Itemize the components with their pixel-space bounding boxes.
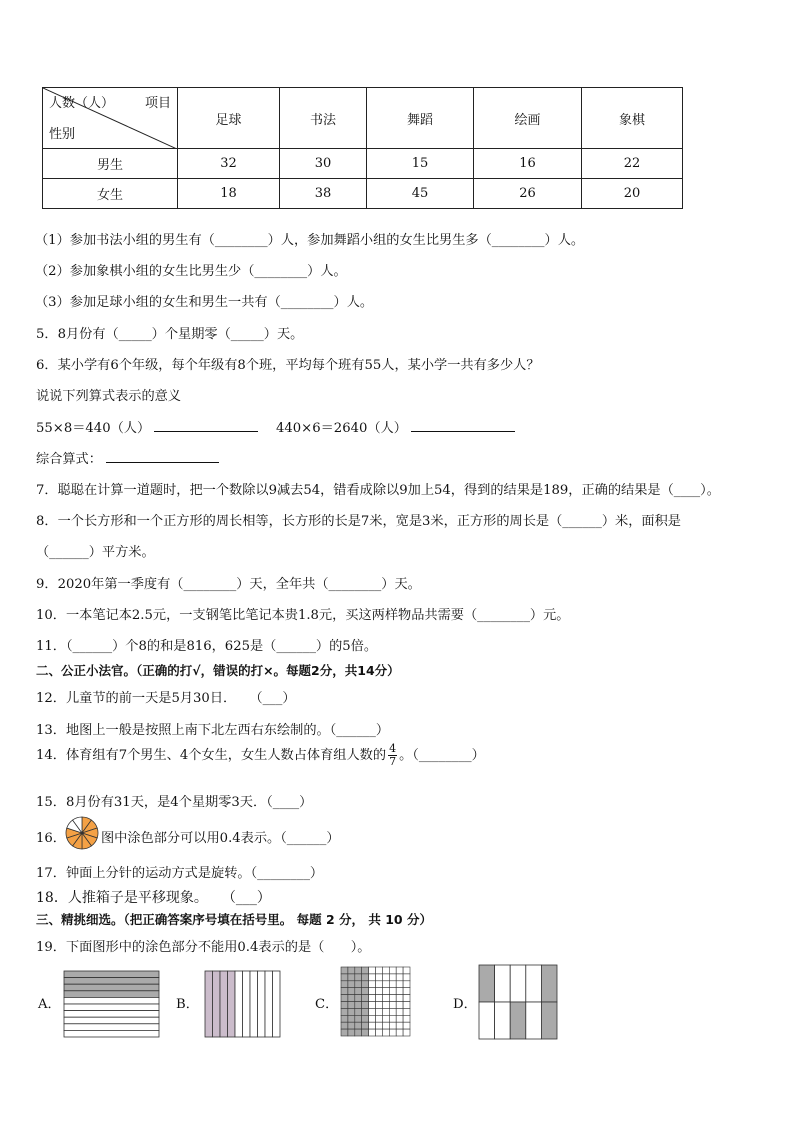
strip xyxy=(64,1030,159,1037)
corner-label-count: 人数（人） xyxy=(49,96,115,111)
grid-cell xyxy=(376,995,383,1002)
grid-cell xyxy=(341,1022,348,1029)
fraction-denominator: 7 xyxy=(389,755,397,768)
grid-cell xyxy=(376,1008,383,1015)
grid-cell xyxy=(369,1022,376,1029)
section-2-heading: 二、公正小法官。（正确的打√，错误的打×。每题2分，共14分） xyxy=(36,663,400,678)
grid-cell xyxy=(376,1015,383,1022)
strip xyxy=(220,971,228,1037)
option-d-label: D． xyxy=(453,997,477,1012)
strip xyxy=(250,971,258,1037)
table-cell: 18 xyxy=(178,179,280,209)
grid-cell xyxy=(389,1015,396,1022)
grid-cell xyxy=(362,995,369,1002)
table-corner-header xyxy=(43,88,178,149)
grid-cell xyxy=(362,988,369,995)
grid-cell xyxy=(355,1022,362,1029)
grid-cell xyxy=(348,1029,355,1036)
question-16-number: 16． xyxy=(36,831,66,846)
table-cell: 38 xyxy=(280,179,367,209)
grid-cell xyxy=(348,967,355,974)
grid-cell xyxy=(369,1008,376,1015)
grid-cell xyxy=(403,981,410,988)
grid-cell xyxy=(382,1015,389,1022)
grid-cell xyxy=(362,974,369,981)
grid-cell xyxy=(341,988,348,995)
grid-cell xyxy=(396,1008,403,1015)
grid-cell xyxy=(389,1002,396,1009)
strip xyxy=(64,971,159,978)
grid-cell xyxy=(362,1002,369,1009)
question-18: 18．人推箱子是平移现象。 （___） xyxy=(36,890,271,906)
grid-cell xyxy=(382,1002,389,1009)
question-6-equation-2 xyxy=(276,417,515,436)
grid-cell xyxy=(369,1002,376,1009)
question-14 xyxy=(36,743,485,768)
grid-cell xyxy=(389,1029,396,1036)
grid-cell xyxy=(348,1022,355,1029)
grid-cell xyxy=(355,974,362,981)
grid-cell xyxy=(403,1015,410,1022)
corner-label-gender: 性别 xyxy=(49,127,76,142)
pie-circle-figure xyxy=(64,815,100,851)
strip xyxy=(64,997,159,1004)
strip xyxy=(258,971,266,1037)
grid-cell xyxy=(362,1022,369,1029)
grid-cell xyxy=(403,1002,410,1009)
grid-cell xyxy=(341,1002,348,1009)
option-a-figure[interactable] xyxy=(63,970,160,1038)
strip xyxy=(64,984,159,991)
grid-cell xyxy=(382,1008,389,1015)
fraction xyxy=(388,743,397,768)
row-label: 女生 xyxy=(43,179,178,209)
grid-cell xyxy=(341,974,348,981)
strip xyxy=(205,971,213,1037)
strip xyxy=(213,971,221,1037)
table-cell: 22 xyxy=(582,149,683,179)
grid-cell xyxy=(541,1002,557,1039)
grid-cell xyxy=(348,974,355,981)
row-label: 男生 xyxy=(43,149,178,179)
strip xyxy=(235,971,243,1037)
table-cell: 45 xyxy=(367,179,474,209)
grid-cell xyxy=(389,988,396,995)
grid-cell xyxy=(526,1002,542,1039)
option-b-figure[interactable] xyxy=(204,970,281,1038)
grid-cell xyxy=(362,981,369,988)
grid-cell xyxy=(403,1029,410,1036)
option-b-label: B． xyxy=(176,997,199,1012)
question-14-text: 14．体育组有7个男生、4个女生，女生人数占体育组人数的 xyxy=(36,748,387,763)
grid-cell xyxy=(396,1002,403,1009)
strip xyxy=(64,1017,159,1024)
grid-cell xyxy=(403,1022,410,1029)
option-a-label: A． xyxy=(38,997,61,1012)
strip xyxy=(228,971,236,1037)
question-16-text: 图中涂色部分可以用0.4表示。（______） xyxy=(101,831,340,846)
question-8-line-1: 8．一个长方形和一个正方形的周长相等，长方形的长是7米，宽是3米，正方形的周长是（______）米，面积是 xyxy=(36,514,681,529)
grid-cell xyxy=(369,974,376,981)
grid-cell xyxy=(355,995,362,1002)
grid-cell xyxy=(362,1015,369,1022)
section-3-heading: 三、精挑细选。（把正确答案序号填在括号里。 每题 2 分， 共 10 分） xyxy=(36,912,432,927)
table-cell: 30 xyxy=(280,149,367,179)
grid-cell xyxy=(369,981,376,988)
grid-cell xyxy=(369,988,376,995)
table-row xyxy=(43,149,683,179)
grid-cell xyxy=(479,1002,495,1039)
grid-cell xyxy=(369,1029,376,1036)
question-19: 19．下面图形中的涂色部分不能用0.4表示的是（ ）。 xyxy=(36,940,371,955)
grid-cell xyxy=(362,1008,369,1015)
combined-label: 综合算式： xyxy=(36,452,102,467)
table-row xyxy=(43,179,683,209)
strip xyxy=(64,1011,159,1018)
grid-cell xyxy=(396,981,403,988)
grid-cell xyxy=(348,988,355,995)
answer-blank[interactable] xyxy=(411,419,515,432)
grid-cell xyxy=(376,1022,383,1029)
grid-cell xyxy=(341,995,348,1002)
grid-cell xyxy=(389,1008,396,1015)
grid-cell xyxy=(510,1002,526,1039)
grid-cell xyxy=(389,1022,396,1029)
equation-2-text: 440×6＝2640（人） xyxy=(276,421,407,436)
grid-cell xyxy=(355,1015,362,1022)
grid-cell xyxy=(382,967,389,974)
table-cell: 26 xyxy=(474,179,582,209)
question-5: 5．8月份有（_____）个星期零（_____）天。 xyxy=(36,327,304,342)
fraction-numerator: 4 xyxy=(389,742,397,755)
strip xyxy=(243,971,251,1037)
grid-cell xyxy=(376,974,383,981)
option-c-figure[interactable] xyxy=(340,966,411,1037)
strip xyxy=(64,991,159,998)
answer-blank[interactable] xyxy=(106,450,219,463)
grid-cell xyxy=(541,965,557,1002)
grid-cell xyxy=(396,995,403,1002)
question-6-equation-1 xyxy=(36,417,258,436)
grid-cell xyxy=(341,1015,348,1022)
question-4-1: （1）参加书法小组的男生有（________）人，参加舞蹈小组的女生比男生多（________）人。 xyxy=(35,233,585,248)
grid-cell xyxy=(403,974,410,981)
grid-cell xyxy=(376,1029,383,1036)
question-11: 11．（______）个8的和是816，625是（______）的5倍。 xyxy=(36,639,378,654)
grid-cell xyxy=(348,1015,355,1022)
column-header: 象棋 xyxy=(582,88,683,149)
grid-cell xyxy=(348,1002,355,1009)
grid-cell xyxy=(348,1008,355,1015)
grid-cell xyxy=(389,981,396,988)
question-4-3: （3）参加足球小组的女生和男生一共有（________）人。 xyxy=(35,295,374,310)
question-9: 9．2020年第一季度有（________）天，全年共（________）天。 xyxy=(36,577,421,592)
question-6-instruction: 说说下列算式表示的意义 xyxy=(36,389,182,404)
table-cell: 20 xyxy=(582,179,683,209)
grid-cell xyxy=(403,967,410,974)
grid-cell xyxy=(376,988,383,995)
strip xyxy=(273,971,281,1037)
grid-cell xyxy=(369,995,376,1002)
column-header: 书法 xyxy=(280,88,367,149)
grid-cell xyxy=(396,1029,403,1036)
grid-cell xyxy=(403,988,410,995)
grid-cell xyxy=(348,981,355,988)
strip xyxy=(64,1004,159,1011)
grid-cell xyxy=(341,1029,348,1036)
strip xyxy=(64,978,159,985)
grid-cell xyxy=(369,1015,376,1022)
grid-cell xyxy=(510,965,526,1002)
question-12: 12．儿童节的前一天是5月30日． （___） xyxy=(36,691,296,706)
question-4-2: （2）参加象棋小组的女生比男生少（________）人。 xyxy=(35,264,347,279)
table-cell: 16 xyxy=(474,149,582,179)
question-16 xyxy=(36,827,66,846)
column-header: 绘画 xyxy=(474,88,582,149)
grid-cell xyxy=(396,988,403,995)
grid-cell xyxy=(403,1008,410,1015)
grid-cell xyxy=(376,1002,383,1009)
grid-cell xyxy=(382,988,389,995)
grid-cell xyxy=(341,981,348,988)
grid-cell xyxy=(341,967,348,974)
grid-cell xyxy=(355,1008,362,1015)
grid-cell xyxy=(382,974,389,981)
grid-cell xyxy=(495,965,511,1002)
question-14-tail: 。（________） xyxy=(399,748,485,763)
grid-cell xyxy=(376,967,383,974)
question-6-combined xyxy=(36,448,219,467)
question-13: 13．地图上一般是按照上南下北左西右东绘制的。（______） xyxy=(36,723,390,738)
corner-label-item: 项目 xyxy=(144,96,171,111)
answer-blank[interactable] xyxy=(154,419,258,432)
grid-cell xyxy=(355,1029,362,1036)
grid-cell xyxy=(389,995,396,1002)
grid-cell xyxy=(362,1029,369,1036)
grid-cell xyxy=(355,1002,362,1009)
grid-cell xyxy=(355,988,362,995)
grid-cell xyxy=(396,1015,403,1022)
column-header: 舞蹈 xyxy=(367,88,474,149)
grid-cell xyxy=(495,1002,511,1039)
equation-1-text: 55×8＝440（人） xyxy=(36,421,151,436)
question-6: 6．某小学有6个年级，每个年级有8个班，平均每个班有55人，某小学一共有多少人？ xyxy=(36,358,540,373)
grid-cell xyxy=(376,981,383,988)
grid-cell xyxy=(382,1022,389,1029)
table-cell: 15 xyxy=(367,149,474,179)
grid-cell xyxy=(396,974,403,981)
option-d-figure[interactable] xyxy=(478,964,558,1040)
grid-cell xyxy=(341,1008,348,1015)
grid-cell xyxy=(382,995,389,1002)
grid-cell xyxy=(479,965,495,1002)
question-10: 10．一本笔记本2.5元，一支钢笔比笔记本贵1.8元，买这两样物品共需要（________）元。 xyxy=(36,608,570,623)
grid-cell xyxy=(389,974,396,981)
table-cell: 32 xyxy=(178,149,280,179)
question-8-line-2: （______）平方米。 xyxy=(36,545,155,560)
strip xyxy=(265,971,273,1037)
strip xyxy=(64,1024,159,1031)
question-7: 7．聪聪在计算一道题时，把一个数除以9减去54，错看成除以9加上54，得到的结果是189，正确的结果是（____）。 xyxy=(36,483,720,498)
question-17: 17．钟面上分针的运动方式是旋转。（________） xyxy=(36,866,324,881)
grid-cell xyxy=(403,995,410,1002)
grid-cell xyxy=(396,967,403,974)
column-header: 足球 xyxy=(178,88,280,149)
grid-cell xyxy=(396,1022,403,1029)
grid-cell xyxy=(526,965,542,1002)
option-c-label: C． xyxy=(315,997,339,1012)
grid-cell xyxy=(362,967,369,974)
data-table xyxy=(42,87,683,209)
grid-cell xyxy=(355,981,362,988)
grid-cell xyxy=(348,995,355,1002)
grid-cell xyxy=(389,967,396,974)
grid-cell xyxy=(369,967,376,974)
grid-cell xyxy=(382,1029,389,1036)
question-15: 15．8月份有31天，是4个星期零3天．（____） xyxy=(36,795,313,810)
grid-cell xyxy=(355,967,362,974)
grid-cell xyxy=(382,981,389,988)
